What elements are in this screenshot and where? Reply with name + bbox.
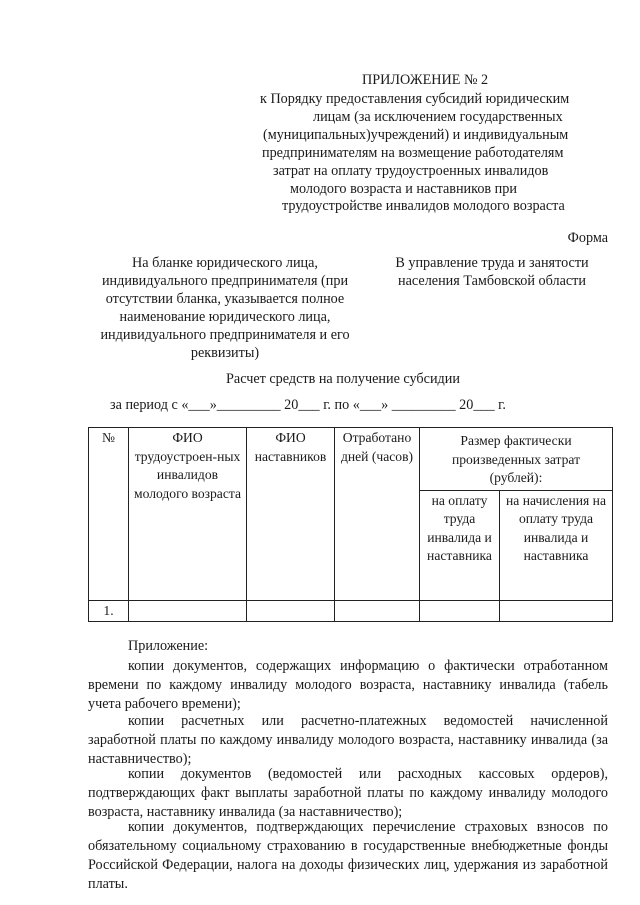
header-line: к Порядку предоставления субсидий юридическим bbox=[260, 91, 570, 107]
header-days: Отработано дней (часов) bbox=[335, 428, 420, 601]
header-costs: Размер фактически произведенных затрат (рублей): bbox=[420, 428, 613, 491]
appendix-item: копии документов (ведомостей или расходных кассовых ордеров), подтверждающих факт выплаты заработной платы по каждому инвалиду молодого возраста, наставнику инвалида (за наставничество); bbox=[88, 766, 608, 820]
letterhead-note bbox=[80, 254, 370, 362]
appendix-title: ПРИЛОЖЕНИЕ № 2 bbox=[362, 72, 489, 88]
table-cell bbox=[500, 600, 613, 622]
addressee bbox=[372, 254, 612, 290]
addressee-line: В управление труда и занятости bbox=[395, 255, 589, 271]
header-line: предпринимателям на возмещение работодателям bbox=[262, 145, 564, 161]
header-line: лицам (за исключением государственных bbox=[313, 109, 563, 125]
header-num: № bbox=[89, 428, 129, 601]
subheader-accrual: на начисления на оплату труда инвалида и наставника bbox=[500, 490, 613, 600]
letterhead-line: реквизиты) bbox=[190, 345, 260, 361]
subheader-wage: на оплату труда инвалида и наставника bbox=[420, 490, 500, 600]
header-fio-mentor: ФИО наставников bbox=[247, 428, 335, 601]
letterhead-line: индивидуального предпринимателя (при bbox=[101, 273, 349, 289]
forma-label: Форма bbox=[567, 230, 608, 246]
appendix-item: копии расчетных или расчетно-платежных ведомостей начисленной заработной платы по каждому инвалиду молодого возраста, наставнику инвалида (за наставничество); bbox=[88, 713, 608, 767]
appendix-heading: Приложение: bbox=[128, 638, 209, 654]
doc-title: Расчет средств на получение субсидии bbox=[226, 371, 460, 387]
table-cell bbox=[420, 600, 500, 622]
addressee-line: населения Тамбовской области bbox=[398, 273, 586, 289]
header-line: молодого возраста и наставников при bbox=[290, 181, 517, 197]
table-cell bbox=[335, 600, 420, 622]
table-cell bbox=[247, 600, 335, 622]
period-line: за период с «___»_________ 20___ г. по «___» _________ 20___ г. bbox=[110, 397, 506, 413]
letterhead-line: наименование юридического лица, bbox=[119, 309, 331, 325]
appendix-item: копии документов, подтверждающих перечисление страховых взносов по обязательному социальному страхованию в государственные внебюджетные фонды Российской Федерации, налога на доходы физических лиц, удержания из заработной платы. bbox=[88, 819, 608, 892]
header-fio-invalid: ФИО трудоустроен-ных инвалидов молодого возраста bbox=[129, 428, 247, 601]
appendix-item: копии документов, содержащих информацию о фактически отработанном времени по каждому инвалиду молодого возраста, наставнику инвалида (табель учета рабочего времени); bbox=[88, 658, 608, 712]
letterhead-line: индивидуального предпринимателя и его bbox=[100, 327, 350, 343]
header-line: (муниципальных)учреждений) и индивидуальным bbox=[263, 127, 569, 143]
calculation-table bbox=[88, 427, 613, 622]
header-line: трудоустройстве инвалидов молодого возраста bbox=[282, 198, 565, 214]
header-line: затрат на оплату трудоустроенных инвалидов bbox=[273, 163, 549, 179]
row-number: 1. bbox=[89, 600, 129, 622]
letterhead-line: На бланке юридического лица, bbox=[132, 255, 318, 271]
letterhead-line: отсутствии бланка, указывается полное bbox=[105, 291, 345, 307]
table-cell bbox=[129, 600, 247, 622]
